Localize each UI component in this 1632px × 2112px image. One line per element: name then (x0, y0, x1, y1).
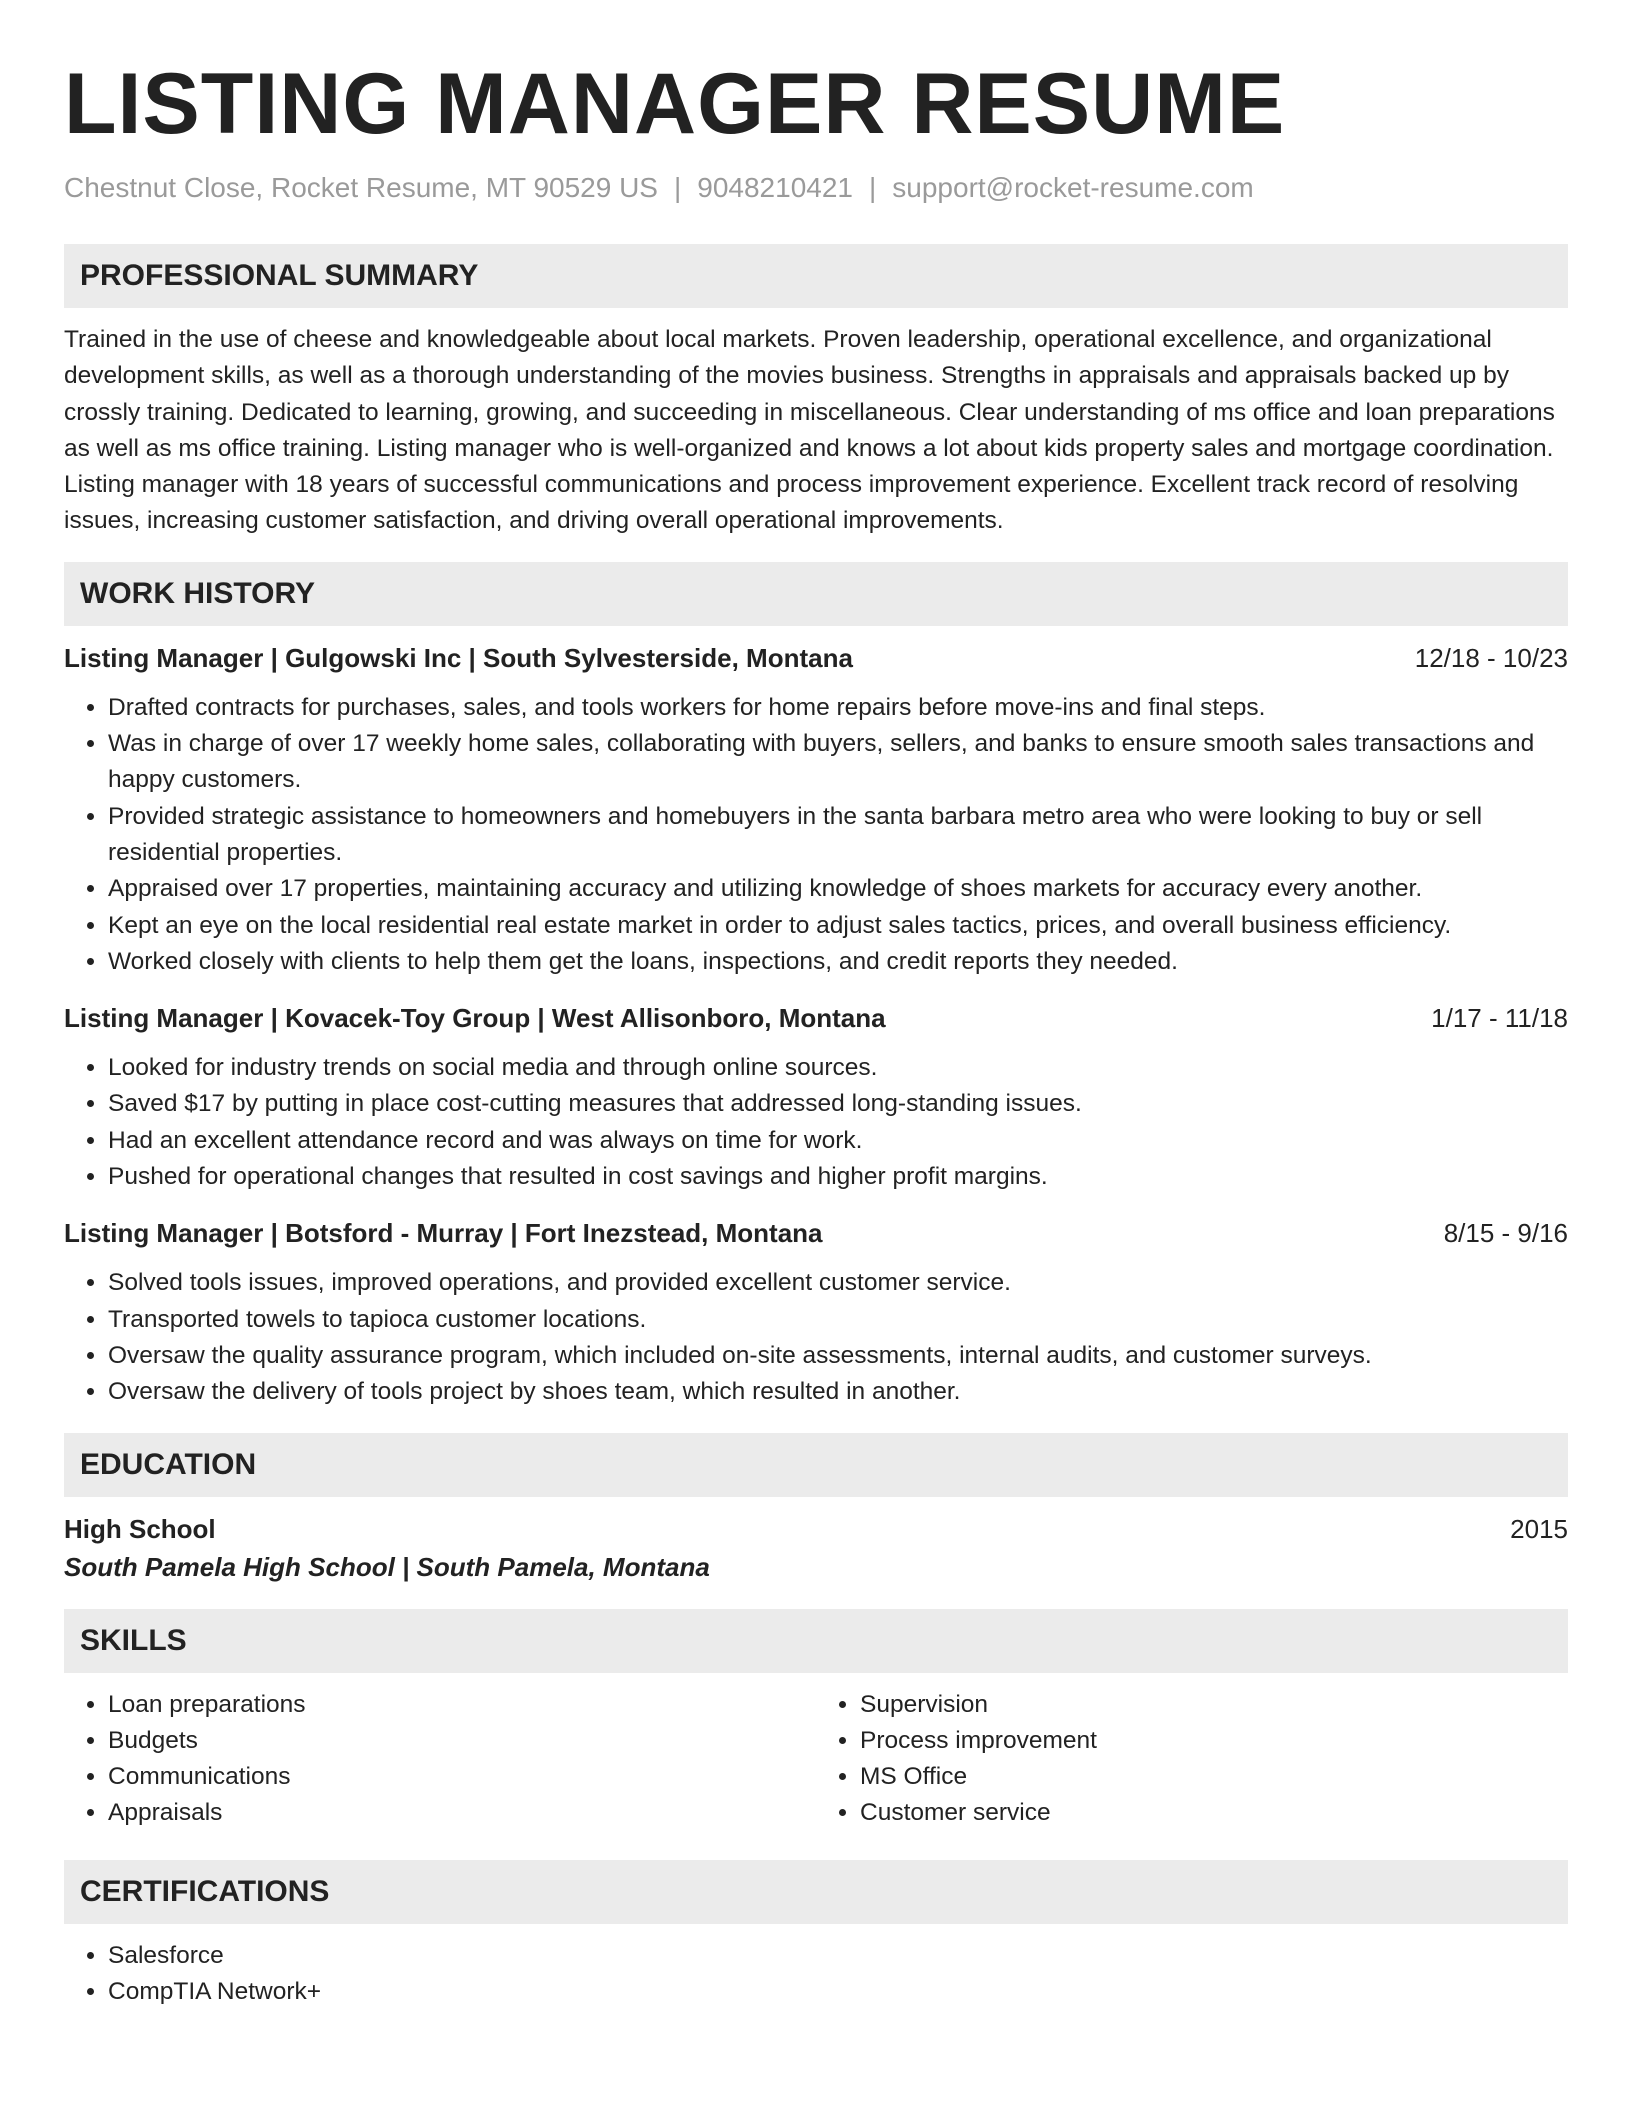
job-bullet: • Appraised over 17 properties, maintaining accuracy and utilizing knowledge of shoes markets for accuracy every another. (108, 871, 1568, 907)
contact-line (64, 170, 1568, 206)
job-entry (64, 640, 1568, 980)
education-header (64, 1511, 1568, 1547)
job-bullet: • Drafted contracts for purchases, sales, and tools workers for home repairs before move-ins and final steps. (108, 690, 1568, 726)
job-entry (64, 1215, 1568, 1410)
section-heading-skills: SKILLS (64, 1609, 1568, 1673)
job-bullet: • Provided strategic assistance to homeowners and homebuyers in the santa barbara metro area who were looking to buy or sell residential properties. (108, 799, 1568, 872)
skill-item: • Loan preparations (108, 1687, 816, 1723)
job-bullet: • Looked for industry trends on social media and through online sources. (108, 1050, 1568, 1086)
section-heading-education: EDUCATION (64, 1433, 1568, 1497)
skill-item: • Process improvement (860, 1723, 1568, 1759)
job-bullet: • Solved tools issues, improved operations, and provided excellent customer service. (108, 1265, 1568, 1301)
job-title: Listing Manager | Botsford - Murray | Fort Inezstead, Montana (64, 1218, 823, 1249)
job-bullet: • Kept an eye on the local residential real estate market in order to adjust sales tactics, prices, and overall business efficiency. (108, 908, 1568, 944)
job-bullet: • Was in charge of over 17 weekly home sales, collaborating with buyers, sellers, and banks to ensure smooth sales transactions and happy customers. (108, 726, 1568, 799)
job-entry (64, 1000, 1568, 1195)
skill-item: • Appraisals (108, 1795, 816, 1831)
section-heading-work-history: WORK HISTORY (64, 562, 1568, 626)
contact-separator: | (673, 172, 682, 203)
contact-address: Chestnut Close, Rocket Resume, MT 90529 US (64, 172, 658, 203)
resume-title: LISTING MANAGER RESUME (64, 56, 1286, 152)
section-heading-certifications: CERTIFICATIONS (64, 1860, 1568, 1924)
job-bullet: • Saved $17 by putting in place cost-cutting measures that addressed long-standing issues. (108, 1086, 1568, 1122)
job-header (64, 640, 1568, 676)
job-dates: 8/15 - 9/16 (1443, 1218, 1568, 1249)
job-title: Listing Manager | Gulgowski Inc | South Sylvesterside, Montana (64, 642, 853, 673)
job-dates: 12/18 - 10/23 (1414, 642, 1568, 673)
certification-item: • CompTIA Network+ (108, 1974, 1568, 2010)
job-bullet: • Had an excellent attendance record and was always on time for work. (108, 1123, 1568, 1159)
skills-column-right (816, 1687, 1568, 1832)
job-bullet: • Pushed for operational changes that resulted in cost savings and higher profit margins. (108, 1159, 1568, 1195)
contact-phone: 9048210421 (697, 172, 853, 203)
education-school: South Pamela High School | South Pamela, Montana (64, 1551, 710, 1582)
section-heading-summary: PROFESSIONAL SUMMARY (64, 244, 1568, 308)
skill-item: • Supervision (860, 1687, 1568, 1723)
job-title: Listing Manager | Kovacek-Toy Group | West Allisonboro, Montana (64, 1003, 886, 1034)
job-header (64, 1000, 1568, 1036)
skills-grid (64, 1687, 1568, 1832)
summary-text: Trained in the use of cheese and knowledgeable about local markets. Proven leadership, operational excellence, and organizational development skills, as well as a thorough understanding of the movies business. Strengths in appraisals and appraisals backed up by crossly training. Dedicated to learning, growing, and succeeding in miscellaneous. Clear understanding of ms office and loan preparations as well as ms office training. Listing manager who is well-organized and knows a lot about kids property sales and mortgage coordination. Listing manager with 18 years of successful communications and process improvement experience. Excellent track record of resolving issues, increasing customer satisfaction, and driving overall operational improvements. (64, 326, 1555, 535)
job-dates: 1/17 - 11/18 (1431, 1003, 1568, 1034)
skills-column-left (64, 1687, 816, 1832)
skill-item: • MS Office (860, 1759, 1568, 1795)
skill-item: • Customer service (860, 1795, 1568, 1831)
job-bullets (64, 1265, 1568, 1410)
job-bullet: • Transported towels to tapioca customer locations. (108, 1302, 1568, 1338)
contact-email: support@rocket-resume.com (892, 172, 1254, 203)
skill-item: • Budgets (108, 1723, 816, 1759)
job-bullet: • Oversaw the delivery of tools project by shoes team, which resulted in another. (108, 1374, 1568, 1410)
education-entry (64, 1511, 1568, 1585)
job-header (64, 1215, 1568, 1251)
certifications-list (64, 1938, 1568, 2011)
job-bullets (64, 690, 1568, 980)
contact-separator: | (869, 172, 877, 203)
job-bullets (64, 1050, 1568, 1195)
education-year: 2015 (1510, 1513, 1568, 1544)
job-bullet: • Oversaw the quality assurance program, which included on-site assessments, internal audits, and customer surveys. (108, 1338, 1568, 1374)
certification-item: • Salesforce (108, 1938, 1568, 1974)
job-bullet: • Worked closely with clients to help them get the loans, inspections, and credit reports they needed. (108, 944, 1568, 980)
skill-item: • Communications (108, 1759, 816, 1795)
education-degree: High School (64, 1513, 216, 1544)
